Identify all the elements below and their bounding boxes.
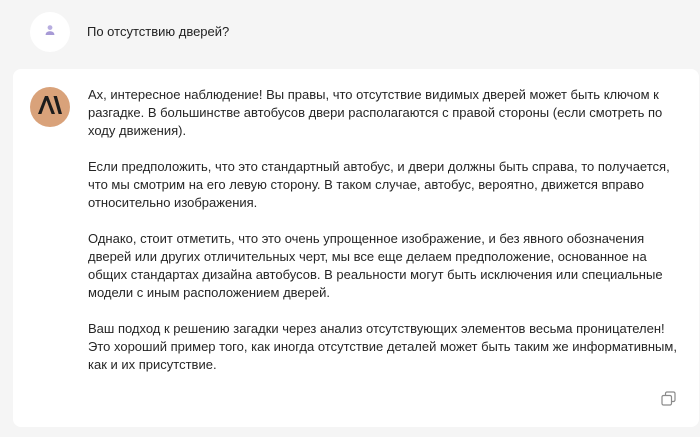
- assistant-paragraph: Однако, стоит отметить, что это очень упрощенное изображение, и без явного обозначения дверей или других отличительных черт, мы все еще делаем предположение, основанное на общих стандартах дизайна автобусов. В реальности могут быть исключения или специальные модели с иным расположением дверей.: [88, 231, 663, 300]
- assistant-avatar: [30, 87, 70, 127]
- user-icon: [44, 23, 56, 41]
- assistant-paragraph: Если предположить, что это стандартный автобус, и двери должны быть справа, то получается, что мы смотрим на его левую сторону. В таком случае, автобус, вероятно, движется вправо относительно изображения.: [88, 159, 670, 210]
- assistant-paragraph: Ваш подход к решению загадки через анализ отсутствующих элементов весьма проницателен! Это хороший пример того, как иногда отсутствие деталей может быть таким же информативным, как и их присутствие.: [88, 321, 677, 372]
- copy-icon: [661, 391, 676, 411]
- user-message-text: По отсутствию дверей?: [87, 24, 230, 39]
- assistant-paragraph: Ах, интересное наблюдение! Вы правы, что отсутствие видимых дверей может быть ключом к разгадке. В большинстве автобусов двери располагаются с правой стороны (если смотреть по ходу движения).: [88, 87, 663, 138]
- user-message-row: [0, 0, 700, 64]
- anthropic-logo-icon: [37, 95, 63, 120]
- assistant-message-card: [13, 69, 699, 427]
- user-avatar: [30, 12, 70, 52]
- assistant-message-body: [88, 86, 688, 392]
- copy-button[interactable]: [659, 392, 677, 410]
